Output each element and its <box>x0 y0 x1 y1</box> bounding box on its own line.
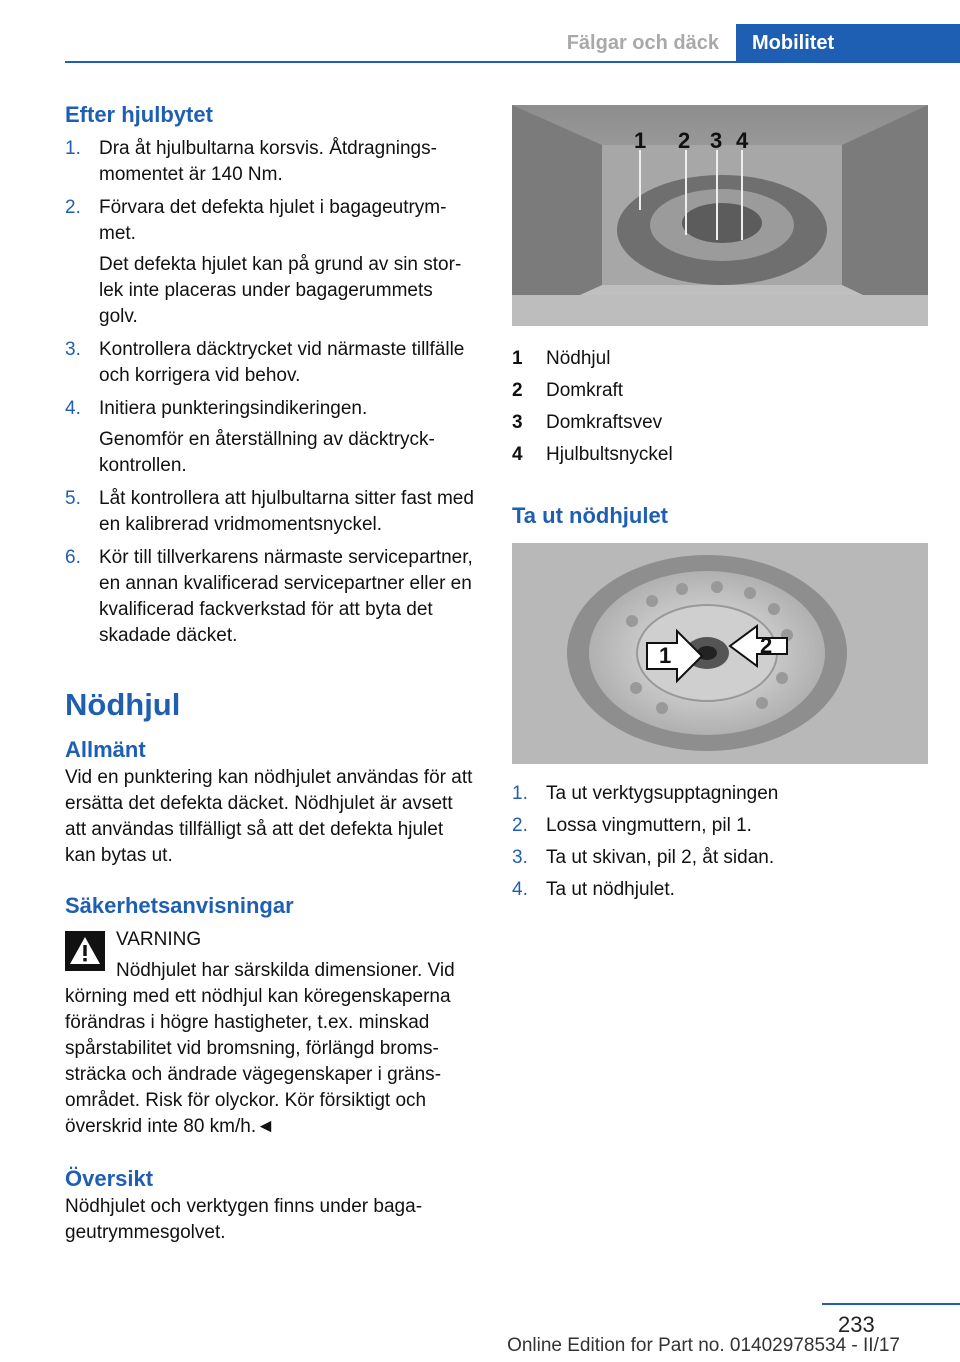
page-number: 233 <box>838 1312 875 1337</box>
step-number: 4. <box>65 398 81 419</box>
arrow-label-1: 1 <box>659 643 672 668</box>
tab-falgar-och-dack: Fälgar och däck <box>566 32 719 54</box>
list-item <box>65 195 475 247</box>
step-note: Det defekta hjulet kan på grund av sin storlek inte placeras under bagagerummets golv. <box>99 254 462 327</box>
legend-number: 2 <box>512 380 523 401</box>
after-change-steps <box>65 136 475 649</box>
step-text: Ta ut nödhjulet. <box>546 879 675 900</box>
left-column <box>65 100 475 1246</box>
list-item <box>65 545 475 649</box>
step-number: 2. <box>65 197 81 218</box>
list-item <box>512 813 928 839</box>
general-text: Vid en punktering kan nödhjulet användas för att ersätta det defekta däcket. Nödhjulet är avsett att användas tillfälligt så att det defekta hjulet kan bytas ut. <box>65 767 473 866</box>
header-rule <box>65 61 960 63</box>
list-item <box>65 486 475 538</box>
list-item <box>65 337 475 389</box>
step-text: Kontrollera däcktrycket vid närmaste tillfälle och korrigera vid behov. <box>99 339 465 386</box>
warning-icon <box>65 931 105 971</box>
callout-1: 1 <box>634 128 647 153</box>
legend-item <box>512 343 928 375</box>
callout-3: 3 <box>710 128 723 153</box>
arrow-label-2: 2 <box>760 633 773 658</box>
right-column <box>512 105 928 903</box>
legend-item <box>512 375 928 407</box>
step-text: Ta ut verktygsupptagningen <box>546 783 779 804</box>
list-item <box>65 396 475 422</box>
general-heading: Allmänt <box>65 737 146 762</box>
warning-block <box>65 927 475 984</box>
step-text: Ta ut skivan, pil 2, åt sidan. <box>546 847 775 868</box>
list-item <box>512 877 928 903</box>
callout-4: 4 <box>736 128 749 153</box>
legend-label: Hjulbultsnyckel <box>546 444 673 465</box>
step-number: 2. <box>512 815 528 836</box>
step-text: Kör till tillverkarens närmaste servicepartner, en annan kvalificerad servicepartner eller en kvalificerad fackverkstad för att byta det skadade däcket. <box>99 547 473 646</box>
legend-label: Domkraftsvev <box>546 412 663 433</box>
step-number: 4. <box>512 879 528 900</box>
warning-title: VARNING <box>116 929 202 950</box>
legend-item <box>512 407 928 439</box>
step-note: Genomför en återställning av däcktryckkontrollen. <box>99 429 435 476</box>
step-text: Låt kontrollera att hjulbultarna sitter fast med en kalibrerad vridmomentsnyckel. <box>99 488 474 535</box>
legend-label: Nödhjul <box>546 348 611 369</box>
step-number: 1. <box>65 138 81 159</box>
after-change-heading: Efter hjulbytet <box>65 102 213 127</box>
overview-heading: Översikt <box>65 1166 154 1191</box>
step-text: Initiera punkteringsindikeringen. <box>99 398 368 419</box>
edition-note: Online Edition for Part no. 01402978534 - II/17 <box>507 1335 900 1356</box>
warning-text: körning med ett nödhjul kan köregenskaperna förändras i högre hastigheter, t.ex. minskad spårstabilitet vid bromsning, förlängd bromssträcka och ändrade vägegenskaper i gränsområdet. Risk för olyckor. Kör försiktigt och överskrid inte 80 km/h.◄ <box>65 986 451 1137</box>
list-item <box>512 781 928 807</box>
step-number: 3. <box>65 339 81 360</box>
step-number: 6. <box>65 547 81 568</box>
footer-rule <box>822 1303 960 1305</box>
step-number: 3. <box>512 847 528 868</box>
legend-item <box>512 439 928 471</box>
legend-number: 4 <box>512 444 523 465</box>
step-number: 1. <box>512 783 528 804</box>
warning-first-line: Nödhjulet har särskilda dimensioner. Vid <box>116 960 455 981</box>
legend-number: 3 <box>512 412 523 433</box>
remove-steps <box>512 781 928 903</box>
safety-heading: Säkerhetsanvisningar <box>65 893 294 918</box>
trunk-spare-wheel-image <box>512 105 928 326</box>
step-text: Dra åt hjulbultarna korsvis. Åtdragningsmomentet är 140 Nm. <box>99 138 437 185</box>
legend-list <box>512 343 928 471</box>
legend-label: Domkraft <box>546 380 624 401</box>
overview-text: Nödhjulet och verktygen finns under bagageutrymmesgolvet. <box>65 1196 423 1243</box>
step-number: 5. <box>65 488 81 509</box>
legend-number: 1 <box>512 348 523 369</box>
remove-spare-heading: Ta ut nödhjulet <box>512 503 669 528</box>
step-text: Förvara det defekta hjulet i bagageutrymmet. <box>99 197 447 244</box>
spare-wheel-heading: Nödhjul <box>65 687 181 722</box>
list-item <box>65 136 475 188</box>
list-item <box>512 845 928 871</box>
step-text: Lossa vingmuttern, pil 1. <box>546 815 752 836</box>
spare-wheel-image <box>512 543 928 764</box>
callout-2: 2 <box>678 128 691 153</box>
tab-mobilitet: Mobilitet <box>736 24 960 62</box>
